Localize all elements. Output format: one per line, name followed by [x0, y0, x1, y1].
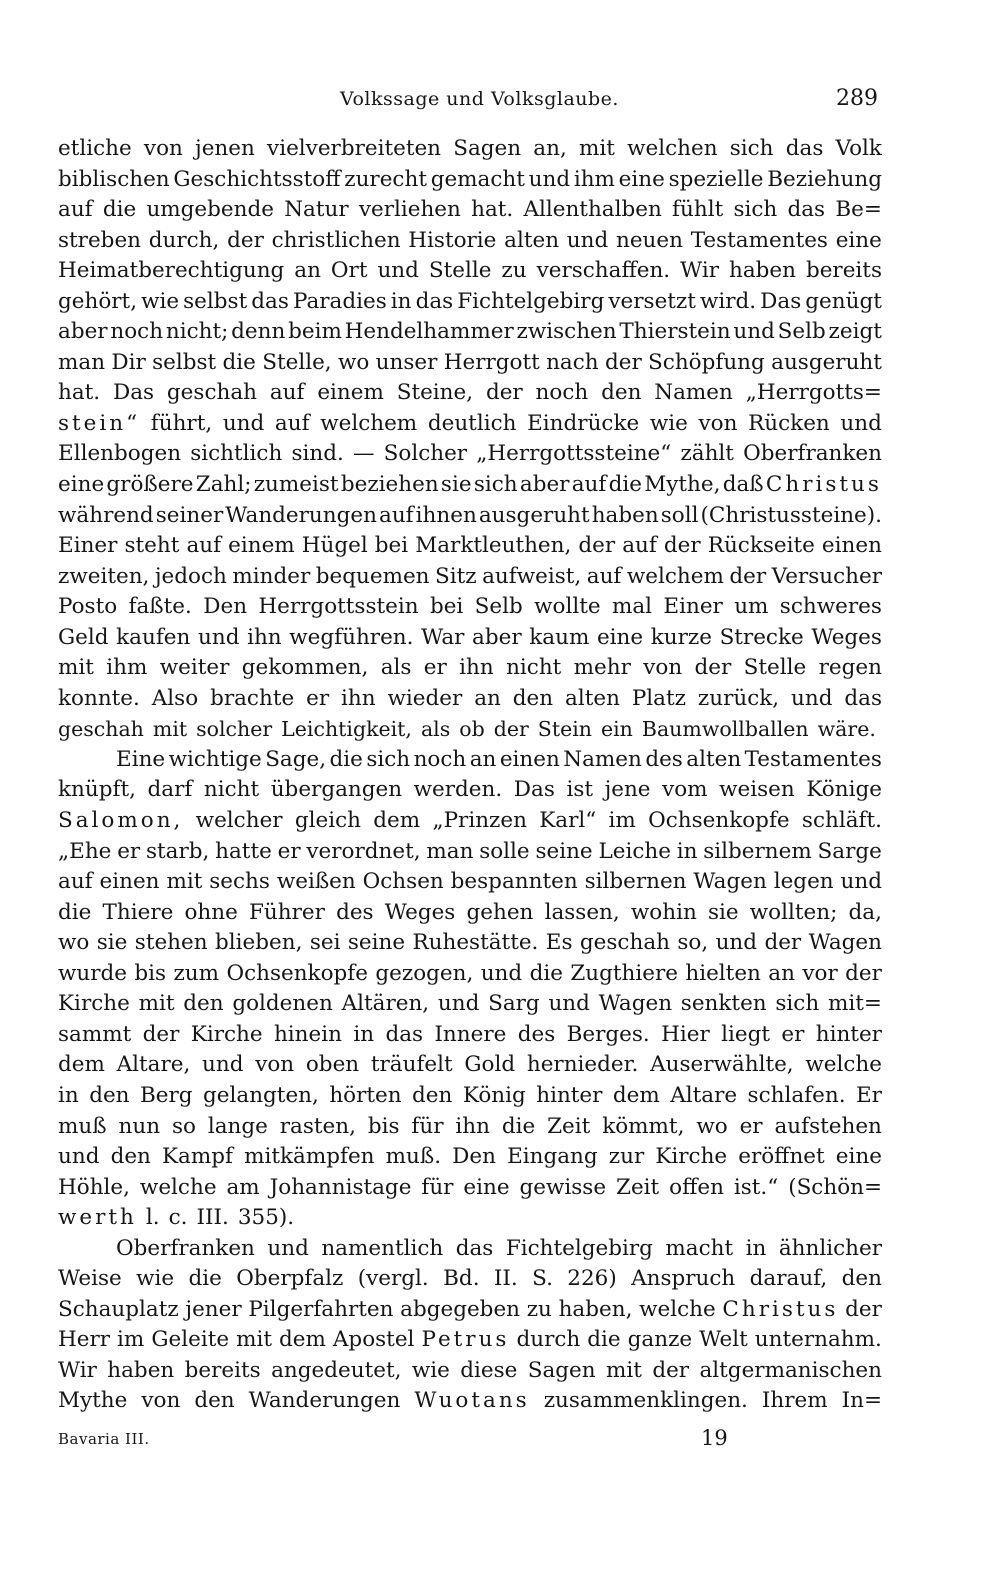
text-line: Geld kaufen und ihn wegführen. War aber kaum eine kurze Strecke Weges — [58, 624, 882, 650]
printer-signature: Bavaria III. — [58, 1430, 150, 1448]
text-line: während seiner Wanderungen auf ihnen ausgeruht haben soll (Christussteine). — [58, 502, 882, 528]
text-line: Wir haben bereits angedeutet, wie diese Sagen mit der altgermanischen — [58, 1357, 882, 1383]
text-line: Weise wie die Oberpfalz (vergl. Bd. II. S. 226) Anspruch darauf, den — [58, 1266, 882, 1292]
text-line: muß nun so lange rasten, bis für ihn die Zeit kömmt, wo er aufstehen — [58, 1113, 882, 1139]
text-line: mit ihm weiter gekommen, als er ihn nicht mehr von der Stelle regen — [58, 655, 882, 681]
text-line: geschah mit solcher Leichtigkeit, als ob der Stein ein Baumwollballen wäre. — [58, 717, 876, 742]
text-line: Heimatberechtigung an Ort und Stelle zu verschaffen. Wir haben bereits — [58, 258, 882, 284]
text-line: gehört, wie selbst das Paradies in das Fichtelgebirg versetzt wird. Das genügt — [58, 288, 882, 314]
text-line: hat. Das geschah auf einem Steine, der noch den Namen „Herrgotts= — [58, 380, 882, 406]
text-line: eine größere Zahl; zumeist beziehen sie sich aber auf die Mythe, daß Christus — [58, 472, 882, 498]
text-line: Eine wichtige Sage, die sich noch an einen Namen des alten Testamentes — [116, 746, 882, 772]
text-line: biblischen Geschichtsstoff zurecht gemacht und ihm eine spezielle Beziehung — [58, 166, 882, 192]
text-line: wo sie stehen blieben, sei seine Ruhestätte. Es geschah so, und der Wagen — [58, 930, 882, 956]
sheet-number: 19 — [701, 1426, 728, 1450]
text-line: man Dir selbst die Stelle, wo unser Herrgott nach der Schöpfung ausgeruht — [58, 349, 882, 375]
text-line: streben durch, der christlichen Historie alten und neuen Testamentes eine — [58, 227, 882, 253]
running-head — [0, 86, 1000, 114]
text-line: in den Berg gelangten, hörten den König hinter dem Altare schlafen. Er — [58, 1082, 882, 1108]
text-line: Einer steht auf einem Hügel bei Marktleuthen, der auf der Rückseite einen — [58, 533, 882, 559]
text-line: sammt der Kirche hinein in das Innere des Berges. Hier liegt er hinter — [58, 1021, 882, 1047]
text-line: Mythe von den Wanderungen Wuotans zusammenklingen. Ihrem In= — [58, 1388, 882, 1414]
text-line: konnte. Also brachte er ihn wieder an den alten Platz zurück, und das — [58, 685, 882, 711]
text-line: Ellenbogen sichtlich sind. — Solcher „Herrgottssteine“ zählt Oberfranken — [58, 441, 882, 467]
text-line: knüpft, darf nicht übergangen werden. Das ist jene vom weisen Könige — [58, 777, 882, 803]
text-line: auf die umgebende Natur verliehen hat. Allenthalben fühlt sich das Be= — [58, 197, 882, 223]
body-text — [58, 134, 882, 1417]
text-line: dem Altare, und von oben träufelt Gold hernieder. Auserwählte, welche — [58, 1052, 882, 1078]
text-line: Schauplatz jener Pilgerfahrten abgegeben zu haben, welche Christus der — [58, 1296, 882, 1322]
text-line: werth l. c. III. 355). — [58, 1205, 295, 1231]
text-line: und den Kampf mitkämpfen muß. Den Eingang zur Kirche eröffnet eine — [58, 1144, 882, 1170]
text-line: Kirche mit den goldenen Altären, und Sarg und Wagen senkten sich mit= — [58, 991, 882, 1017]
text-line: auf einen mit sechs weißen Ochsen bespannten silbernen Wagen legen und — [58, 869, 882, 895]
text-line: wurde bis zum Ochsenkopfe gezogen, und die Zugthiere hielten an vor der — [58, 960, 882, 986]
text-line: Oberfranken und namentlich das Fichtelgebirg macht in ähnlicher — [116, 1235, 882, 1261]
page-footer — [0, 1424, 1000, 1454]
text-line: zweiten, jedoch minder bequemen Sitz aufweist, auf welchem der Versucher — [58, 563, 882, 589]
text-line: aber noch nicht; denn beim Hendelhammer zwischen Thierstein und Selb zeigt — [58, 319, 882, 345]
running-title: Volkssage und Volksglaube. — [340, 88, 619, 110]
page-number: 289 — [836, 86, 878, 111]
text-line: stein“ führt, und auf welchem deutlich Eindrücke wie von Rücken und — [58, 410, 882, 436]
text-line: etliche von jenen vielverbreiteten Sagen an, mit welchen sich das Volk — [58, 136, 882, 161]
text-line: Herr im Geleite mit dem Apostel Petrus durch die ganze Welt unternahm. — [58, 1327, 882, 1353]
text-line: Salomon, welcher gleich dem „Prinzen Karl“ im Ochsenkopfe schläft. — [58, 808, 882, 834]
text-line: die Thiere ohne Führer des Weges gehen lassen, wohin sie wollten; da, — [58, 899, 882, 925]
text-line: Höhle, welche am Johannistage für eine gewisse Zeit offen ist.“ (Schön= — [58, 1174, 882, 1200]
text-line: „Ehe er starb, hatte er verordnet, man solle seine Leiche in silbernem Sarge — [58, 838, 882, 864]
text-line: Posto faßte. Den Herrgottsstein bei Selb wollte mal Einer um schweres — [58, 594, 882, 620]
